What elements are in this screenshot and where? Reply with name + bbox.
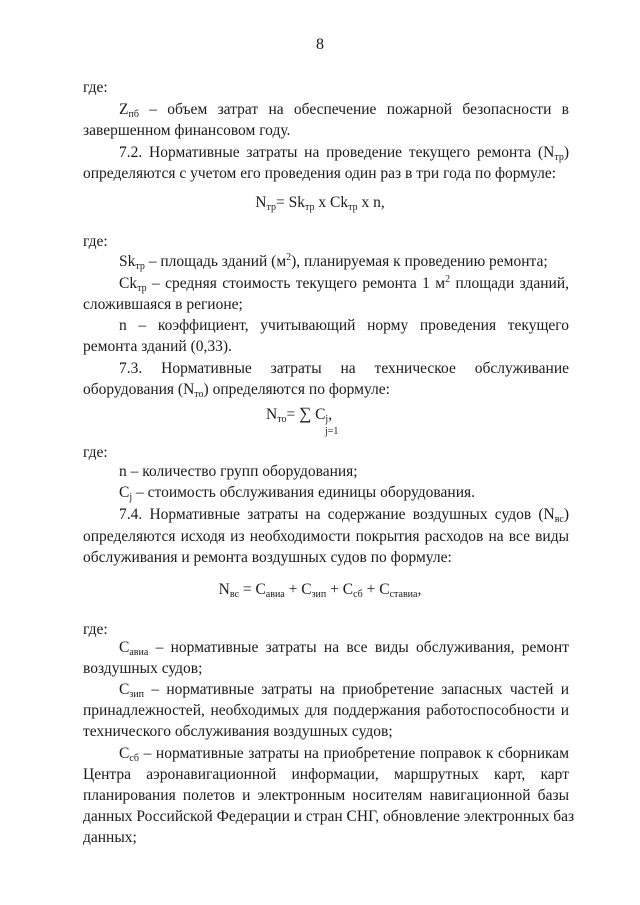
csb-definition-line-4: данных Российской Федерации и стран СНГ, обновление электронных баз [83, 808, 575, 825]
formula-nto: $N_{то}=$ ∑ $C_j$, [266, 404, 333, 425]
cavia-definition-line-1: $C_{авиа}$ – нормативные затраты на все виды обслуживания, ремонт [119, 639, 569, 658]
cktr-definition-line-1: $Ck_{тр}$ – средняя стоимость текущего ремонта 1 $м^2$ площади зданий, [119, 274, 569, 294]
csb-definition-line-2: Центра аэронавигационной информации, маршрутных карт, карт [83, 766, 569, 783]
n-coefficient-line-2: ремонта зданий (0,33). [83, 338, 232, 355]
formula-ntr: $N_{тр}= Sk_{тр}$ x $Ck_{тр}$ x n, [255, 194, 385, 213]
where-label: где: [83, 79, 108, 96]
where-label: где: [83, 444, 108, 461]
zpb-definition-line-1: $Z_{пб}$ – объем затрат на обеспечение пожарной безопасности в [119, 101, 569, 120]
sum-lower-limit: j=1 [325, 426, 339, 437]
cavia-definition-line-2: воздушных судов; [83, 660, 203, 677]
csb-definition-line-1: $C_{сб}$ – нормативные затраты на приобретение поправок к сборникам [119, 745, 569, 764]
sum-symbol: ∑ [299, 404, 312, 423]
section-7-2-line-1: 7.2. Нормативные затраты на проведение текущего ремонта $(N_{тр})$ [119, 144, 569, 163]
n-groups-definition: n – количество групп оборудования; [119, 463, 358, 480]
n-coefficient-line-1: n – коэффициент, учитывающий норму проведения текущего [119, 317, 569, 334]
csb-definition-line-3: планирования полетов и электронным носителям навигационной базы [83, 787, 569, 804]
formula-nvs: $N_{вс} = C_{авиа} + C_{зип} + C_{сб} + C_{ставиа}$, [218, 581, 422, 600]
section-7-4-line-2: определяются исходя из необходимости покрытия расходов на все виды [83, 528, 569, 545]
section-7-4-line-3: обслуживания и ремонта воздушных судов по формуле: [83, 549, 452, 566]
section-7-2-line-2: определяются с учетом его проведения один раз в три года по формуле: [83, 165, 557, 182]
czip-definition-line-3: технического обслуживания воздушных судов; [83, 723, 393, 740]
sktr-definition: $Sk_{тр}$ – площадь зданий $(м^2)$, планируемая к проведению ремонта; [119, 252, 548, 272]
section-7-4-line-1: 7.4. Нормативные затраты на содержание воздушных судов $(N_{вс})$ [119, 506, 569, 525]
where-label: где: [83, 621, 108, 638]
page-number: 8 [316, 36, 324, 53]
where-label: где: [83, 233, 108, 250]
czip-definition-line-2: принадлежностей, необходимых для поддержания работоспособности и [83, 702, 569, 719]
section-7-3-line-1: 7.3. Нормативные затраты на техническое обслуживание [119, 360, 569, 377]
csb-definition-line-5: данных; [83, 829, 137, 846]
czip-definition-line-1: $C_{зип}$ – нормативные затраты на приобретение запасных частей и [119, 681, 569, 700]
section-7-3-line-2: оборудования $(N_{то})$ определяются по формуле: [83, 381, 390, 400]
zpb-definition-line-2: завершенном финансовом году. [83, 122, 291, 139]
cktr-definition-line-2: сложившаяся в регионе; [83, 296, 243, 313]
cj-definition: $C_j$ – стоимость обслуживания единицы оборудования. [119, 484, 476, 503]
